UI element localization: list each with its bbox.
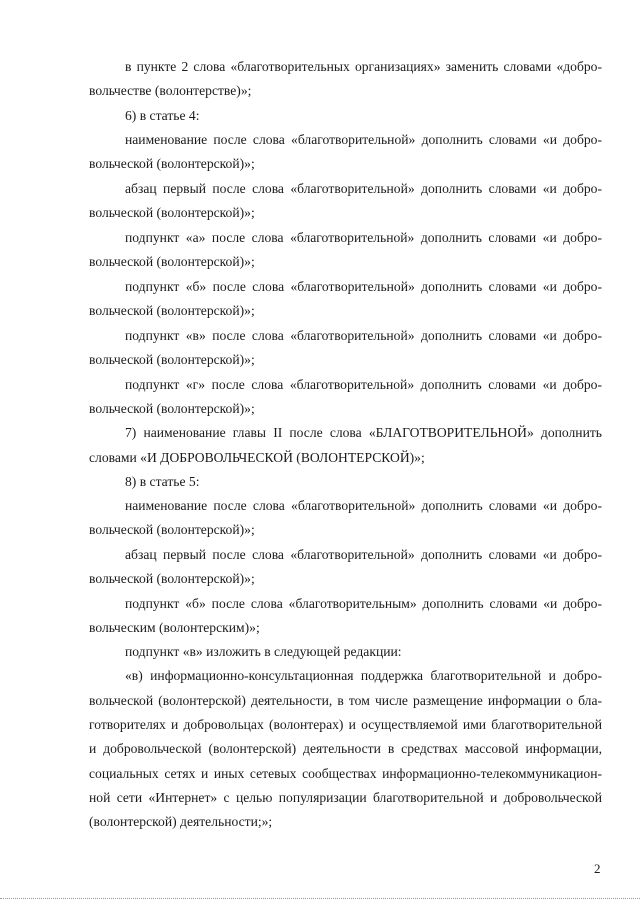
text-line: ной сети «Интернет» с целью популяризации благотворительной и добровольческой	[89, 790, 602, 805]
text-line: вольческой (волонтерской)»;	[89, 401, 255, 416]
text-line: вольческим (волонтерским)»;	[89, 620, 260, 635]
text-line: (волонтерской) деятельности;»;	[89, 814, 273, 829]
text-line: готворителях и добровольцах (волонтерах) и осуществляемой ими благотворительной	[89, 717, 602, 732]
text-line: абзац первый после слова «благотворительной» дополнить словами «и добро-	[125, 547, 602, 562]
text-line: наименование после слова «благотворительной» дополнить словами «и добро-	[125, 498, 602, 513]
text-line: вольческой (волонтерской)»;	[89, 522, 255, 537]
text-line: словами «И ДОБРОВОЛЬЧЕСКОЙ (ВОЛОНТЕРСКОЙ)»;	[89, 450, 425, 465]
text-line: и добровольческой (волонтерской) деятельности в средствах массовой информации,	[89, 741, 602, 756]
text-line: подпункт «б» после слова «благотворительным» дополнить словами «и добро-	[125, 596, 602, 611]
text-line: вольческой (волонтерской)»;	[89, 303, 255, 318]
text-line: вольческой (волонтерской) деятельности, в том числе размещение информации о бла-	[89, 693, 602, 708]
text-line: социальных сетях и иных сетевых сообществах информационно-телекоммуникацион-	[89, 766, 602, 781]
text-line: абзац первый после слова «благотворительной» дополнить словами «и добро-	[125, 181, 602, 196]
text-line: вольческой (волонтерской)»;	[89, 205, 255, 220]
text-line: 7) наименование главы II после слова «БЛАГОТВОРИТЕЛЬНОЙ» дополнить	[125, 425, 602, 440]
text-line: вольческой (волонтерской)»;	[89, 352, 255, 367]
text-line: вольчестве (волонтерстве)»;	[89, 83, 252, 98]
text-line: подпункт «в» после слова «благотворительной» дополнить словами «и добро-	[125, 328, 602, 343]
text-line: подпункт «а» после слова «благотворительной» дополнить словами «и добро-	[125, 230, 602, 245]
text-line: подпункт «г» после слова «благотворительной» дополнить словами «и добро-	[125, 377, 602, 392]
text-line: 6) в статье 4:	[125, 108, 200, 123]
text-line: подпункт «в» изложить в следующей редакции:	[125, 644, 402, 659]
text-line: подпункт «б» после слова «благотворительной» дополнить словами «и добро-	[125, 279, 602, 294]
text-line: вольческой (волонтерской)»;	[89, 254, 255, 269]
text-line: наименование после слова «благотворительной» дополнить словами «и добро-	[125, 132, 602, 147]
page-number: 2	[594, 861, 601, 876]
text-line: вольческой (волонтерской)»;	[89, 156, 255, 171]
text-line: «в) информационно-консультационная поддержка благотворительной и добро-	[125, 668, 602, 683]
page-bottom-edge	[0, 898, 640, 899]
text-line: вольческой (волонтерской)»;	[89, 571, 255, 586]
text-line: 8) в статье 5:	[125, 474, 200, 489]
text-line: в пункте 2 слова «благотворительных организациях» заменить словами «добро-	[125, 59, 602, 74]
